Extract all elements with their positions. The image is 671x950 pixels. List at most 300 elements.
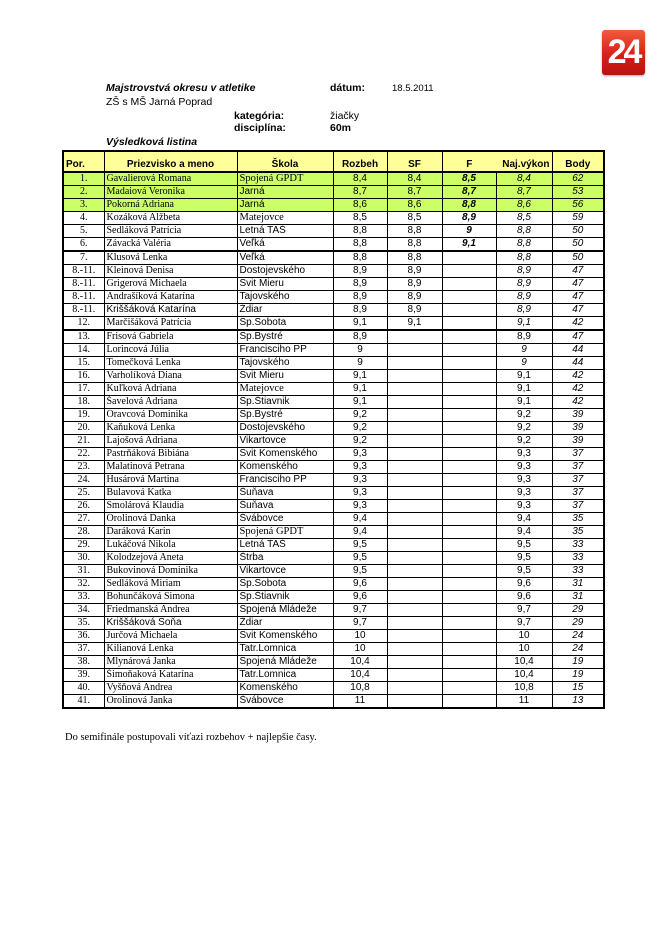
name-cell: Mlynárová Janka: [104, 656, 237, 669]
heat-time-cell: 8,9: [333, 304, 387, 317]
school-cell: Komenského: [237, 682, 333, 695]
heat-time-cell: 9,1: [333, 396, 387, 409]
points-cell: 47: [552, 265, 604, 278]
school-cell: Tajovského: [237, 357, 333, 370]
table-row: [63, 617, 604, 630]
final-time-cell: [442, 591, 496, 604]
points-cell: 44: [552, 357, 604, 370]
name-cell: Lajošová Adriana: [104, 435, 237, 448]
semifinal-time-cell: 8,9: [387, 291, 442, 304]
final-time-cell: 8,7: [442, 186, 496, 199]
rank-cell: 28.: [63, 526, 104, 539]
semifinal-time-cell: [387, 604, 442, 617]
semifinal-time-cell: [387, 552, 442, 565]
final-time-cell: [442, 383, 496, 396]
rank-cell: 14.: [63, 344, 104, 357]
best-time-cell: 9,1: [496, 317, 552, 331]
best-time-cell: 8,8: [496, 225, 552, 238]
school-cell: Sp.Sobota: [237, 317, 333, 331]
final-time-cell: [442, 435, 496, 448]
table-header-row: [63, 151, 604, 172]
table-row: [63, 357, 604, 370]
final-time-cell: [442, 409, 496, 422]
school-cell: Sp.Bystré: [237, 409, 333, 422]
rank-cell: 20.: [63, 422, 104, 435]
school-cell: Jarná: [237, 199, 333, 212]
school-cell: Matejovce: [237, 383, 333, 396]
heat-time-cell: 9,1: [333, 370, 387, 383]
points-cell: 37: [552, 487, 604, 500]
best-time-cell: 9,7: [496, 604, 552, 617]
school-cell: Tatr.Lomnica: [237, 643, 333, 656]
school-cell: Spojená Mládeže: [237, 604, 333, 617]
name-cell: Sedláková Patrícia: [104, 225, 237, 238]
final-time-cell: [442, 682, 496, 695]
semifinal-time-cell: [387, 435, 442, 448]
discipline-value: 60m: [330, 122, 352, 134]
final-time-cell: [442, 630, 496, 643]
points-cell: 19: [552, 669, 604, 682]
rank-cell: 34.: [63, 604, 104, 617]
rank-cell: 15.: [63, 357, 104, 370]
best-time-cell: 9,4: [496, 526, 552, 539]
name-cell: Bukovinová Dominika: [104, 565, 237, 578]
final-time-cell: [442, 304, 496, 317]
best-time-cell: 10,4: [496, 669, 552, 682]
points-cell: 39: [552, 409, 604, 422]
heat-time-cell: 9,3: [333, 487, 387, 500]
table-row: [63, 225, 604, 238]
semifinal-time-cell: 8,6: [387, 199, 442, 212]
name-cell: Kuľková Adriana: [104, 383, 237, 396]
heat-time-cell: 10,8: [333, 682, 387, 695]
table-row: [63, 669, 604, 682]
points-cell: 37: [552, 448, 604, 461]
points-cell: 39: [552, 435, 604, 448]
name-cell: Gavalierová Romana: [104, 172, 237, 186]
heat-time-cell: 9,4: [333, 526, 387, 539]
rank-cell: 17.: [63, 383, 104, 396]
semifinal-time-cell: 8,8: [387, 238, 442, 252]
semifinal-time-cell: [387, 370, 442, 383]
semifinal-time-cell: [387, 617, 442, 630]
semifinal-time-cell: [387, 539, 442, 552]
points-cell: 35: [552, 526, 604, 539]
best-time-cell: 9: [496, 357, 552, 370]
school-cell: Svit Mieru: [237, 278, 333, 291]
heat-time-cell: 10: [333, 630, 387, 643]
points-cell: 50: [552, 238, 604, 252]
points-cell: 42: [552, 370, 604, 383]
name-cell: Orolinová Danka: [104, 513, 237, 526]
rank-cell: 35.: [63, 617, 104, 630]
school-cell: Šuňava: [237, 500, 333, 513]
points-cell: 62: [552, 172, 604, 186]
best-time-cell: 9,1: [496, 383, 552, 396]
best-time-cell: 8,8: [496, 238, 552, 252]
table-row: [63, 435, 604, 448]
table-row: [63, 461, 604, 474]
name-cell: Lukáčová Nikola: [104, 539, 237, 552]
semifinal-time-cell: [387, 630, 442, 643]
school-cell: Sp.Štiavnik: [237, 396, 333, 409]
rank-cell: 22.: [63, 448, 104, 461]
name-cell: Kriššáková Soňa: [104, 617, 237, 630]
semifinal-time-cell: [387, 565, 442, 578]
name-cell: Závacká Valéria: [104, 238, 237, 252]
table-row: [63, 422, 604, 435]
heat-time-cell: 8,6: [333, 199, 387, 212]
heat-time-cell: 10,4: [333, 669, 387, 682]
points-cell: 31: [552, 578, 604, 591]
final-time-cell: [442, 617, 496, 630]
points-cell: 56: [552, 199, 604, 212]
heat-time-cell: 9,1: [333, 383, 387, 396]
heat-time-cell: 9,3: [333, 474, 387, 487]
final-time-cell: 9,1: [442, 238, 496, 252]
final-time-cell: [442, 291, 496, 304]
rank-cell: 5.: [63, 225, 104, 238]
points-cell: 53: [552, 186, 604, 199]
school-cell: Francisciho PP: [237, 474, 333, 487]
heat-time-cell: 10,4: [333, 656, 387, 669]
name-cell: Kriššáková Katarína: [104, 304, 237, 317]
best-time-cell: 9,2: [496, 422, 552, 435]
final-time-cell: 9: [442, 225, 496, 238]
semifinal-time-cell: [387, 643, 442, 656]
rank-cell: 7.: [63, 251, 104, 265]
heat-time-cell: 9,5: [333, 539, 387, 552]
heat-time-cell: 9,6: [333, 578, 387, 591]
school-cell: Ždiar: [237, 617, 333, 630]
name-cell: Tomečková Lenka: [104, 357, 237, 370]
table-row: [63, 578, 604, 591]
best-time-cell: 8,6: [496, 199, 552, 212]
name-cell: Kolodzejová Aneta: [104, 552, 237, 565]
name-cell: Šavelová Adriana: [104, 396, 237, 409]
heat-time-cell: 8,8: [333, 238, 387, 252]
final-time-cell: [442, 552, 496, 565]
points-cell: 31: [552, 591, 604, 604]
semifinal-time-cell: 8,7: [387, 186, 442, 199]
semifinal-time-cell: [387, 487, 442, 500]
table-row: [63, 265, 604, 278]
best-time-cell: 9,3: [496, 500, 552, 513]
table-row: [63, 487, 604, 500]
heat-time-cell: 9,3: [333, 500, 387, 513]
date-label: dátum:: [330, 82, 365, 94]
semifinal-time-cell: [387, 656, 442, 669]
school-cell: Francisciho PP: [237, 344, 333, 357]
best-time-cell: 9,4: [496, 513, 552, 526]
semifinal-time-cell: [387, 500, 442, 513]
final-time-cell: [442, 422, 496, 435]
best-time-cell: 8,9: [496, 330, 552, 344]
final-time-cell: [442, 344, 496, 357]
semifinal-time-cell: [387, 682, 442, 695]
col-header-points: Body: [552, 151, 604, 172]
final-time-cell: 8,9: [442, 212, 496, 225]
school-cell: Veľká: [237, 251, 333, 265]
school-cell: Letná TAŠ: [237, 539, 333, 552]
points-cell: 24: [552, 643, 604, 656]
name-cell: Orolinová Janka: [104, 695, 237, 709]
name-cell: Kozáková Alžbeta: [104, 212, 237, 225]
name-cell: Kleinová Denisa: [104, 265, 237, 278]
table-row: [63, 539, 604, 552]
col-header-heat: Rozbeh: [333, 151, 387, 172]
col-header-school: Škola: [237, 151, 333, 172]
rank-cell: 41.: [63, 695, 104, 709]
heat-time-cell: 9,2: [333, 435, 387, 448]
rank-cell: 26.: [63, 500, 104, 513]
points-cell: 24: [552, 630, 604, 643]
best-time-cell: 8,4: [496, 172, 552, 186]
school-cell: Spojená GPDT: [237, 526, 333, 539]
final-time-cell: [442, 513, 496, 526]
best-time-cell: 9,5: [496, 552, 552, 565]
table-row: [63, 682, 604, 695]
school-cell: Vikartovce: [237, 565, 333, 578]
heat-time-cell: 9,7: [333, 604, 387, 617]
table-row: [63, 448, 604, 461]
school-cell: Ždiar: [237, 304, 333, 317]
rank-cell: 4.: [63, 212, 104, 225]
table-row: [63, 643, 604, 656]
organizer: ZŠ s MŠ Jarná Poprad: [106, 96, 213, 108]
semifinal-time-cell: [387, 513, 442, 526]
points-cell: 29: [552, 604, 604, 617]
school-cell: Spojená GPDT: [237, 172, 333, 186]
best-time-cell: 10: [496, 643, 552, 656]
table-row: [63, 212, 604, 225]
best-time-cell: 8,9: [496, 291, 552, 304]
semifinal-time-cell: [387, 396, 442, 409]
points-cell: 39: [552, 422, 604, 435]
final-time-cell: [442, 396, 496, 409]
table-row: [63, 474, 604, 487]
points-cell: 42: [552, 317, 604, 331]
rank-cell: 29.: [63, 539, 104, 552]
col-header-semifinal: SF: [387, 151, 442, 172]
points-cell: 42: [552, 396, 604, 409]
best-time-cell: 9,1: [496, 370, 552, 383]
rank-cell: 23.: [63, 461, 104, 474]
name-cell: Grigerová Michaela: [104, 278, 237, 291]
table-row: [63, 695, 604, 709]
best-time-cell: 9,7: [496, 617, 552, 630]
school-cell: Sp.Sobota: [237, 578, 333, 591]
name-cell: Sedláková Miriam: [104, 578, 237, 591]
semifinal-time-cell: 8,9: [387, 304, 442, 317]
final-time-cell: [442, 370, 496, 383]
rank-cell: 1.: [63, 172, 104, 186]
school-cell: Komenského: [237, 461, 333, 474]
best-time-cell: 10: [496, 630, 552, 643]
rank-cell: 25.: [63, 487, 104, 500]
heat-time-cell: 11: [333, 695, 387, 709]
rank-cell: 18.: [63, 396, 104, 409]
best-time-cell: 8,5: [496, 212, 552, 225]
best-time-cell: 10,8: [496, 682, 552, 695]
heat-time-cell: 9,5: [333, 552, 387, 565]
final-time-cell: [442, 461, 496, 474]
heat-time-cell: 8,8: [333, 225, 387, 238]
school-cell: Veľká: [237, 238, 333, 252]
name-cell: Kaňuková Lenka: [104, 422, 237, 435]
final-time-cell: [442, 526, 496, 539]
name-cell: Madaiová Veronika: [104, 186, 237, 199]
table-row: [63, 500, 604, 513]
semifinal-time-cell: 8,9: [387, 278, 442, 291]
points-cell: 50: [552, 251, 604, 265]
discipline-label: disciplína:: [234, 122, 286, 134]
best-time-cell: 9,6: [496, 578, 552, 591]
final-time-cell: 8,8: [442, 199, 496, 212]
rank-cell: 40.: [63, 682, 104, 695]
final-time-cell: [442, 487, 496, 500]
table-row: [63, 186, 604, 199]
heat-time-cell: 8,9: [333, 265, 387, 278]
name-cell: Pokorná Adriana: [104, 199, 237, 212]
final-time-cell: [442, 500, 496, 513]
school-cell: Tatr.Lomnica: [237, 669, 333, 682]
name-cell: Klusová Lenka: [104, 251, 237, 265]
results-table: [62, 150, 605, 709]
best-time-cell: 9,3: [496, 461, 552, 474]
final-time-cell: [442, 604, 496, 617]
school-cell: Šuňava: [237, 487, 333, 500]
heat-time-cell: 8,9: [333, 291, 387, 304]
final-time-cell: [442, 669, 496, 682]
best-time-cell: 9,2: [496, 435, 552, 448]
table-row: [63, 278, 604, 291]
table-row: [63, 199, 604, 212]
col-header-best: Naj.výkon: [496, 151, 552, 172]
school-cell: Letná TAŠ: [237, 225, 333, 238]
heat-time-cell: 9,7: [333, 617, 387, 630]
rank-cell: 13.: [63, 330, 104, 344]
points-cell: 37: [552, 461, 604, 474]
best-time-cell: 11: [496, 695, 552, 709]
semifinal-time-cell: [387, 474, 442, 487]
name-cell: Malatinová Petrana: [104, 461, 237, 474]
heat-time-cell: 9,3: [333, 461, 387, 474]
final-time-cell: [442, 278, 496, 291]
rank-cell: 33.: [63, 591, 104, 604]
name-cell: Daráková Karin: [104, 526, 237, 539]
points-cell: 59: [552, 212, 604, 225]
final-time-cell: [442, 643, 496, 656]
points-cell: 44: [552, 344, 604, 357]
name-cell: Andrašíková Katarína: [104, 291, 237, 304]
points-cell: 33: [552, 539, 604, 552]
semifinal-time-cell: 8,4: [387, 172, 442, 186]
semifinal-time-cell: [387, 591, 442, 604]
points-cell: 47: [552, 304, 604, 317]
rank-cell: 31.: [63, 565, 104, 578]
results-list-title: Výsledková listina: [106, 136, 198, 148]
table-row: [63, 396, 604, 409]
rank-cell: 24.: [63, 474, 104, 487]
best-time-cell: 8,7: [496, 186, 552, 199]
table-row: [63, 630, 604, 643]
name-cell: Pastrňáková Bibiána: [104, 448, 237, 461]
col-header-name: Priezvisko a meno: [104, 151, 237, 172]
name-cell: Varholíková Diana: [104, 370, 237, 383]
best-time-cell: 9,5: [496, 565, 552, 578]
best-time-cell: 9,3: [496, 474, 552, 487]
rank-cell: 30.: [63, 552, 104, 565]
heat-time-cell: 9,4: [333, 513, 387, 526]
name-cell: Husárová Martina: [104, 474, 237, 487]
heat-time-cell: 9: [333, 357, 387, 370]
rank-cell: 6.: [63, 238, 104, 252]
final-time-cell: [442, 317, 496, 331]
school-cell: Dostojevského: [237, 265, 333, 278]
school-cell: Švábovce: [237, 695, 333, 709]
rank-cell: 32.: [63, 578, 104, 591]
heat-time-cell: 8,8: [333, 251, 387, 265]
school-cell: Svit Mieru: [237, 370, 333, 383]
school-cell: Matejovce: [237, 212, 333, 225]
points-cell: 35: [552, 513, 604, 526]
heat-time-cell: 9,6: [333, 591, 387, 604]
points-cell: 47: [552, 291, 604, 304]
table-row: [63, 513, 604, 526]
rank-cell: 27.: [63, 513, 104, 526]
heat-time-cell: 8,5: [333, 212, 387, 225]
heat-time-cell: 8,9: [333, 330, 387, 344]
name-cell: Jurčová Michaela: [104, 630, 237, 643]
final-time-cell: [442, 330, 496, 344]
rank-cell: 39.: [63, 669, 104, 682]
best-time-cell: 8,9: [496, 304, 552, 317]
rank-cell: 21.: [63, 435, 104, 448]
best-time-cell: 8,8: [496, 251, 552, 265]
points-cell: 50: [552, 225, 604, 238]
best-time-cell: 9,2: [496, 409, 552, 422]
table-row: [63, 383, 604, 396]
table-row: [63, 409, 604, 422]
rank-cell: 8.-11.: [63, 304, 104, 317]
date-value: 18.5.2011: [392, 83, 434, 94]
name-cell: Vyšňová Andrea: [104, 682, 237, 695]
school-cell: Svit Komenského: [237, 448, 333, 461]
rank-cell: 38.: [63, 656, 104, 669]
col-header-final: F: [442, 151, 496, 172]
points-cell: 29: [552, 617, 604, 630]
school-cell: Sp.Bystré: [237, 330, 333, 344]
heat-time-cell: 9,3: [333, 448, 387, 461]
points-cell: 33: [552, 552, 604, 565]
name-cell: Friedmanská Andrea: [104, 604, 237, 617]
heat-time-cell: 8,9: [333, 278, 387, 291]
table-row: [63, 370, 604, 383]
points-cell: 15: [552, 682, 604, 695]
semifinal-time-cell: 8,5: [387, 212, 442, 225]
semifinal-time-cell: [387, 409, 442, 422]
table-row: [63, 344, 604, 357]
heat-time-cell: 9,2: [333, 409, 387, 422]
points-cell: 37: [552, 500, 604, 513]
name-cell: Bulavová Katka: [104, 487, 237, 500]
best-time-cell: 8,9: [496, 278, 552, 291]
name-cell: Frisová Gabriela: [104, 330, 237, 344]
table-row: [63, 591, 604, 604]
final-time-cell: [442, 448, 496, 461]
semifinal-time-cell: [387, 357, 442, 370]
